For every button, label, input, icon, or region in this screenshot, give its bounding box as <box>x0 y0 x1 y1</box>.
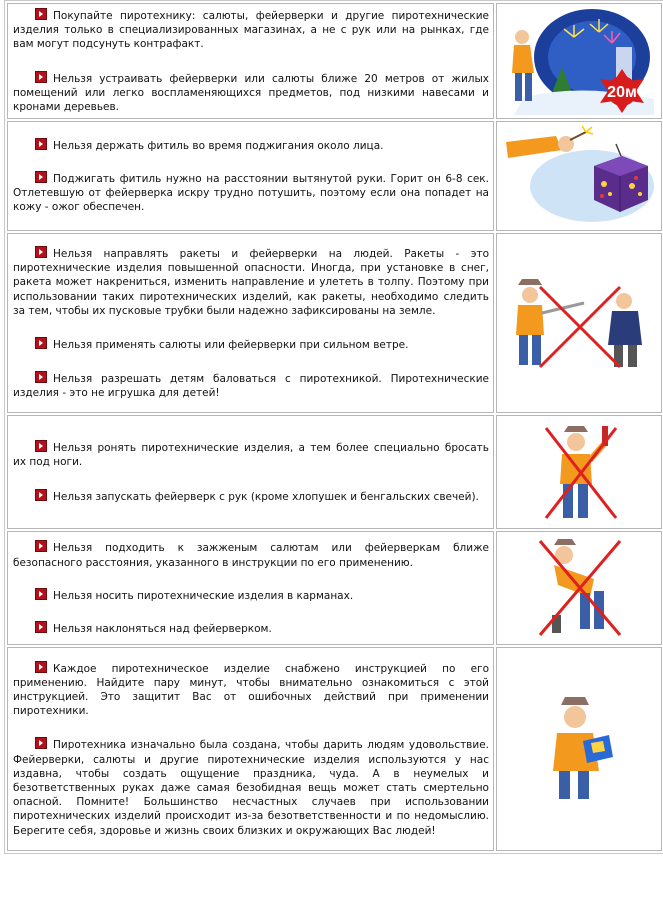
reading-instructions-illustration <box>529 693 629 805</box>
rocket-at-person-crossed-illustration <box>504 273 654 373</box>
bullet-icon <box>35 588 47 600</box>
rule-paragraph: Нельзя наклоняться над фейерверком. <box>13 621 489 636</box>
rule-paragraph: Нельзя направлять ракеты и фейерверки на людей. Ракеты - это пиротехнические изделия повышенной опасности. Иногда, при установке в снег, ракета может накрениться, изменить направление и улететь в толпу. Поэтому при использовании таких пиротехнических изделий, как ракеты, необходимо следить за тем, чтобы их пусковые трубки были надежно зафиксированы на земле. <box>13 247 489 317</box>
bullet-icon <box>35 71 47 83</box>
bullet-icon <box>35 661 47 673</box>
rule-row <box>7 415 662 529</box>
bullet-icon <box>35 540 47 552</box>
bullet-icon <box>35 621 47 633</box>
illustration-cell <box>496 3 662 119</box>
distance-badge: 20м <box>607 84 637 102</box>
rule-paragraph: Нельзя запускать фейерверк с рук (кроме хлопушек и бенгальских свечей). <box>13 489 489 504</box>
bullet-icon <box>35 440 47 452</box>
safety-rules-table <box>4 0 663 854</box>
rule-row <box>7 233 662 413</box>
rule-paragraph: Нельзя устраивать фейерверки или салюты ближе 20 метров от жилых помещений или легко воспламеняющихся предметов, под низкими навесами и кронами деревьев. <box>13 72 489 114</box>
illustration-cell <box>496 531 662 645</box>
bullet-icon <box>35 246 47 258</box>
rule-text-cell <box>7 415 494 529</box>
rule-paragraph: Нельзя держать фитиль во время поджигания около лица. <box>13 138 489 153</box>
illustration-cell <box>496 121 662 231</box>
rule-paragraph: Поджигать фитиль нужно на расстоянии вытянутой руки. Горит он 6-8 сек. Отлетевшую от фейерверка искру трудно потушить, поэтому если она попадет на кожу - ожог обеспечен. <box>13 173 489 214</box>
rule-paragraph: Пиротехника изначально была создана, чтобы дарить людям удовольствие. Фейерверки, салюты и другие пиротехнические изделия используются у нас издавна, чтобы создать ощущение праздника, чуда. А в неумелых и безответственных руках даже самая безобидная вещь может стать смертельно опасной. Помните! Большинство несчастных случаев при использовании пиротехнических изделий происходит из-за безответственности и по недомыслию. Берегите себя, здоровье и жизнь своих близких и окружающих Вас людей! <box>13 739 489 837</box>
bullet-icon <box>35 8 47 20</box>
rule-paragraph: Нельзя применять салюты или фейерверки при сильном ветре. <box>13 337 489 352</box>
rule-row <box>7 531 662 645</box>
rule-row <box>7 121 662 231</box>
bullet-icon <box>35 171 47 183</box>
bullet-icon <box>35 337 47 349</box>
rule-text-cell <box>7 233 494 413</box>
rule-text-cell <box>7 3 494 119</box>
rule-row <box>7 647 662 851</box>
bullet-icon <box>35 138 47 150</box>
illustration-cell <box>496 647 662 851</box>
rule-paragraph: Нельзя подходить к зажженым салютам или фейерверкам ближе безопасного расстояния, указанного в инструкции по его применению. <box>13 542 489 569</box>
rule-paragraph: Нельзя носить пиротехнические изделия в карманах. <box>13 588 489 603</box>
firework-in-hand-crossed-illustration <box>524 420 634 524</box>
rule-paragraph: Нельзя разрешать детям баловаться с пиротехникой. Пиротехнические изделия - это не игрушка для детей! <box>13 373 489 400</box>
rule-text-cell <box>7 531 494 645</box>
rule-text-cell <box>7 121 494 231</box>
lit-fuse-illustration <box>504 126 654 226</box>
rule-paragraph: Каждое пиротехническое изделие снабжено инструкцией по его применению. Найдите пару минут, чтобы внимательно ознакомиться с этой инструкцией. Это защитит Вас от ошибочных действий при применении пиротехники. <box>13 662 489 718</box>
rule-row <box>7 3 662 119</box>
bullet-icon <box>35 737 47 749</box>
rule-text-cell <box>7 647 494 851</box>
rule-paragraph: Нельзя ронять пиротехнические изделия, а тем более специально бросать их под ноги. <box>13 441 489 469</box>
fireworks-20m-illustration <box>504 7 654 115</box>
rule-paragraph: Покупайте пиротехнику: салюты, фейерверки и другие пиротехнические изделия только в специализированных магазинах, а не с рук или на рынках, где вам могут подсунуть контрафакт. <box>13 10 489 51</box>
illustration-cell <box>496 415 662 529</box>
bullet-icon <box>35 489 47 501</box>
bullet-icon <box>35 371 47 383</box>
leaning-over-firework-crossed-illustration <box>524 535 634 641</box>
illustration-cell <box>496 233 662 413</box>
